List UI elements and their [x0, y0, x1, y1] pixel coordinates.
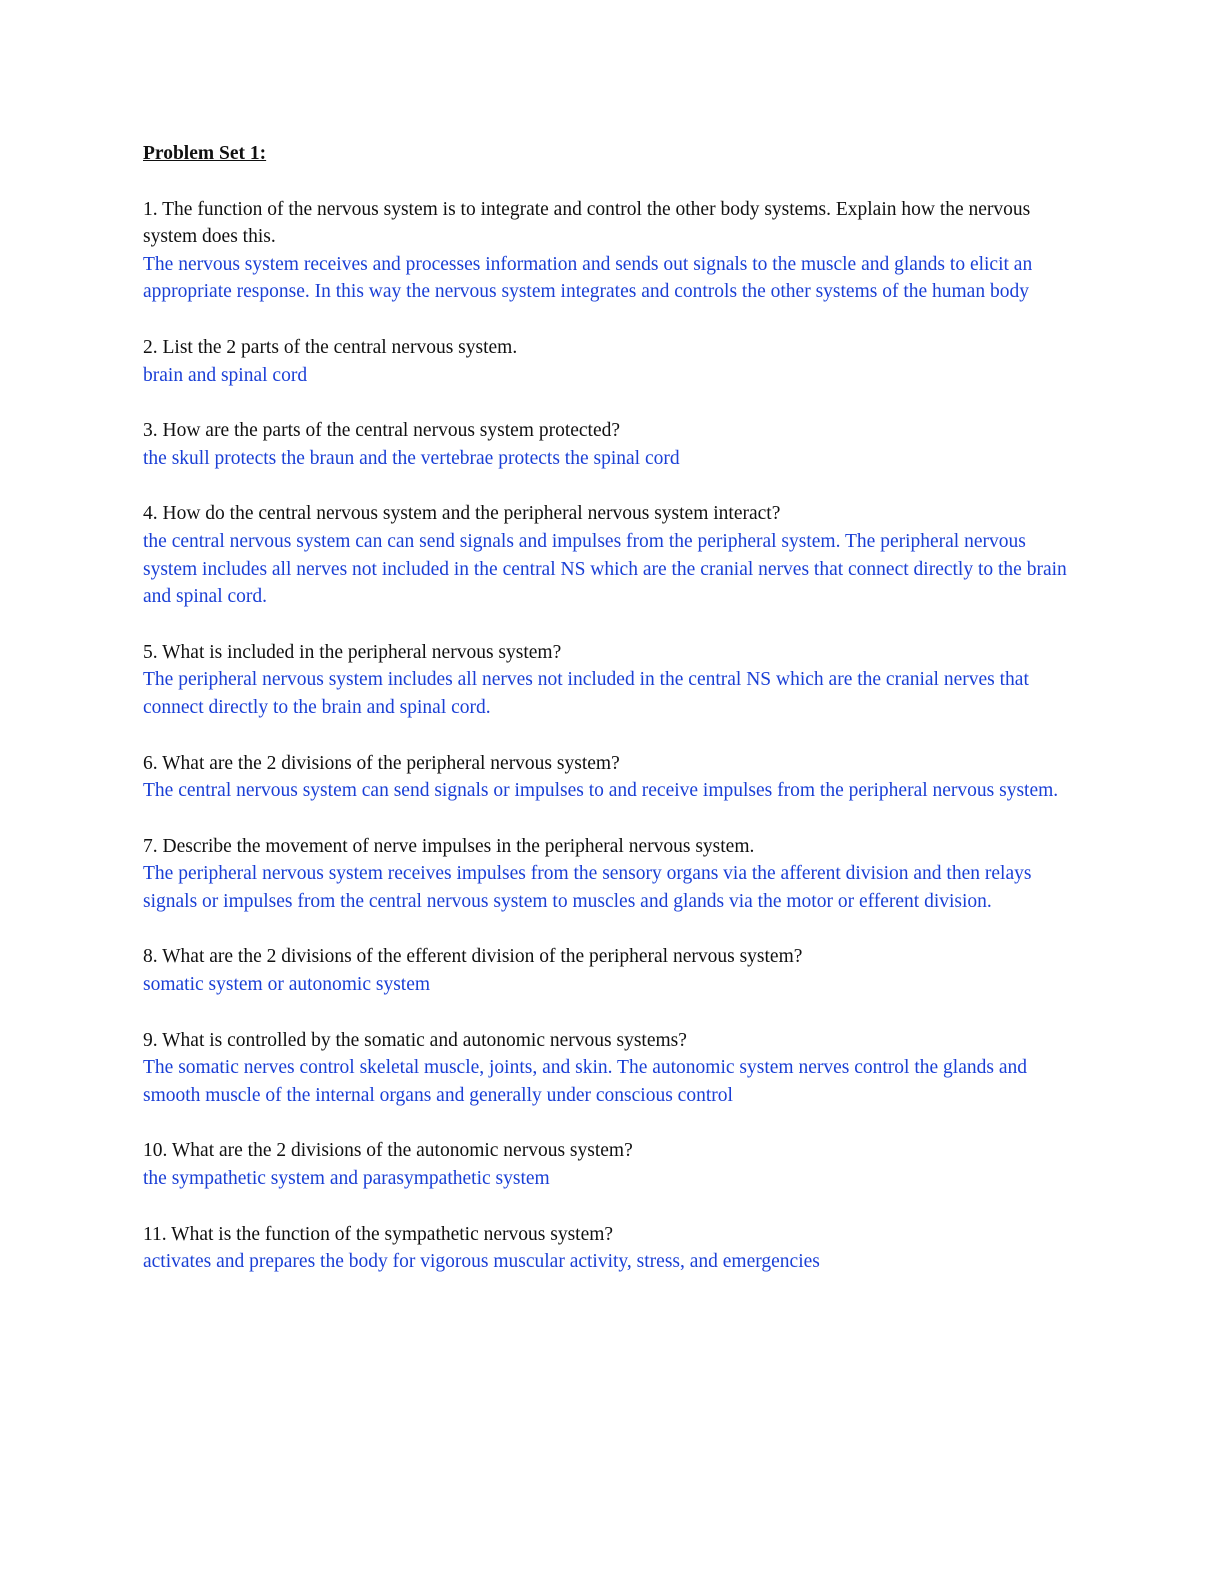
answer-text: the skull protects the braun and the vertebrae protects the spinal cord	[143, 447, 680, 469]
question-text: 5. What is included in the peripheral nervous system?	[143, 641, 562, 663]
qa-item-4	[143, 500, 1073, 610]
page-title: Problem Set 1:	[143, 143, 267, 164]
answer-text: The nervous system receives and processes information and sends out signals to the muscle and glands to elicit an appropriate response. In this way the nervous system integrates and controls the other systems of the human body	[143, 253, 1033, 303]
qa-item-3	[143, 417, 1073, 472]
answer-text: The somatic nerves control skeletal muscle, joints, and skin. The autonomic system nerves control the glands and smooth muscle of the internal organs and generally under conscious control	[143, 1057, 1027, 1106]
question-text: 2. List the 2 parts of the central nervous system.	[143, 336, 518, 358]
answer-text: the central nervous system can can send signals and impulses from the peripheral system. The peripheral nervous system includes all nerves not included in the central NS which are the cranial nerves that connect directly to the brain and spinal cord.	[143, 530, 1067, 608]
qa-item-11	[143, 1221, 1073, 1276]
answer-text: brain and spinal cord	[143, 364, 308, 386]
answer-text: The peripheral nervous system includes all nerves not included in the central NS which are the cranial nerves that connect directly to the brain and spinal cord.	[143, 669, 1029, 718]
qa-item-6	[143, 750, 1073, 805]
qa-item-1	[143, 196, 1073, 306]
qa-item-7	[143, 833, 1073, 916]
qa-item-9	[143, 1027, 1073, 1110]
question-text: 4. How do the central nervous system and the peripheral nervous system interact?	[143, 503, 781, 525]
question-text: 7. Describe the movement of nerve impulses in the peripheral nervous system.	[143, 835, 755, 857]
answer-text: activates and prepares the body for vigorous muscular activity, stress, and emergencies	[143, 1251, 820, 1273]
qa-item-2	[143, 334, 1073, 389]
question-text: 11. What is the function of the sympathetic nervous system?	[143, 1223, 614, 1245]
answer-text: The central nervous system can send signals or impulses to and receive impulses from the peripheral nervous system.	[143, 780, 1059, 802]
answer-text: somatic system or autonomic system	[143, 974, 431, 996]
qa-item-8	[143, 943, 1073, 998]
question-text: 8. What are the 2 divisions of the efferent division of the peripheral nervous system?	[143, 946, 803, 968]
document-page	[143, 140, 1073, 1304]
question-text: 10. What are the 2 divisions of the autonomic nervous system?	[143, 1140, 633, 1162]
question-text: 9. What is controlled by the somatic and autonomic nervous systems?	[143, 1029, 687, 1051]
question-text: 6. What are the 2 divisions of the peripheral nervous system?	[143, 752, 620, 774]
qa-item-5	[143, 639, 1073, 722]
qa-item-10	[143, 1137, 1073, 1192]
answer-text: The peripheral nervous system receives impulses from the sensory organs via the afferent division and then relays signals or impulses from the central nervous system to muscles and glands via the motor or efferent division.	[143, 863, 1032, 912]
question-text: 1. The function of the nervous system is to integrate and control the other body systems. Explain how the nervous system does this.	[143, 198, 1031, 248]
answer-text: the sympathetic system and parasympathetic system	[143, 1168, 550, 1190]
question-text: 3. How are the parts of the central nervous system protected?	[143, 420, 621, 442]
